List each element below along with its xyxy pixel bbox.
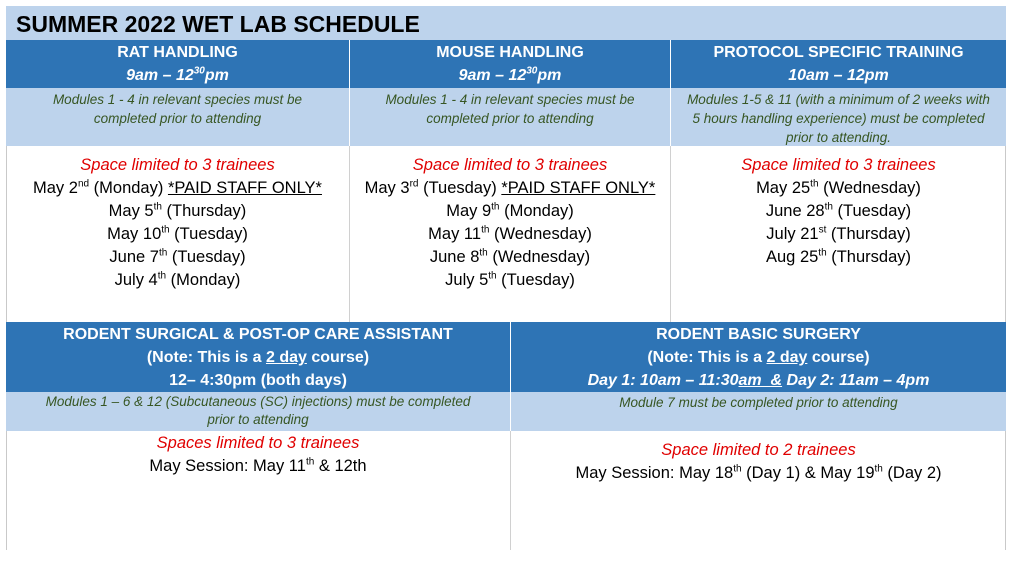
session-date: July 4th (Monday) xyxy=(114,270,241,289)
surgical-assistant-requirement: Modules 1 – 6 & 12 (Subcutaneous (SC) injections) must be completed prior to attending xyxy=(6,392,511,431)
basic-surgery-requirement: Module 7 must be completed prior to attending xyxy=(619,395,898,410)
basic-surgery-dates xyxy=(511,431,1006,550)
mouse-handling-requirement: Modules 1 - 4 in relevant species must be completed prior to attending xyxy=(350,88,671,146)
course-time: $9am - 12^{30}pm$ xyxy=(126,65,229,84)
protocol-training-requirement: Modules 1-5 & 11 (with a minimum of 2 weeks with 5 hours handling experience) must be completed prior to attending. xyxy=(687,92,990,145)
protocol-training-header xyxy=(671,40,1006,88)
session-date: Aug 25th (Thursday) xyxy=(766,247,911,266)
course-name: PROTOCOL SPECIFIC TRAINING xyxy=(713,44,964,61)
session-date: July 5th (Tuesday) xyxy=(445,270,575,289)
session-date: May 25th (Wednesday) xyxy=(756,178,921,197)
surgical-assistant-header xyxy=(6,322,511,392)
bottom-dates-row xyxy=(6,431,1006,550)
rat-handling-dates xyxy=(6,146,350,322)
session-date: May 10th (Tuesday) xyxy=(107,224,248,243)
course-time: $9am - 12^{30}pm$ xyxy=(458,65,562,84)
session-date: May 5th (Thursday) xyxy=(108,201,247,220)
surgical-assistant-dates xyxy=(6,431,511,550)
course-duration-note: (Note: This is a 2 day course) xyxy=(146,349,370,366)
capacity-note: Space limited to 3 trainees xyxy=(412,156,608,174)
course-name: RODENT SURGICAL & POST-OP CARE ASSISTANT xyxy=(63,326,453,343)
top-requirement-row xyxy=(6,88,1006,146)
top-header-row xyxy=(6,40,1006,88)
bottom-requirement-row xyxy=(6,392,1006,431)
bottom-header-row xyxy=(6,322,1006,392)
paid-staff-note: *PAID STAFF ONLY* xyxy=(501,179,656,197)
protocol-training-dates xyxy=(671,146,1006,322)
course-time: 12– 4:30pm (both days) xyxy=(169,372,347,389)
capacity-note: Space limited to 3 trainees xyxy=(80,156,275,174)
session-date: May 9th (Monday) xyxy=(446,201,574,220)
capacity-note: Space limited to 3 trainees xyxy=(741,156,936,174)
course-name: MOUSE HANDLING xyxy=(436,44,584,61)
course-time: 10am – 12pm xyxy=(788,67,889,84)
mouse-handling-dates xyxy=(350,146,671,322)
course-name: RAT HANDLING xyxy=(117,44,238,61)
session-date: June 28th (Tuesday) xyxy=(765,201,912,220)
course-time: Day 1: 10am – 11:30am & Day 2: 11am – 4pm xyxy=(587,372,930,389)
rat-handling-header xyxy=(6,40,350,88)
session-date: May Session: May 18th (Day 1) & May 19th (Day 2) xyxy=(575,463,942,482)
session-date: May Session: May 11th & 12th xyxy=(149,456,367,475)
paid-staff-note: *PAID STAFF ONLY* xyxy=(167,179,322,197)
capacity-note: Space limited to 2 trainees xyxy=(661,441,856,459)
session-date: June 7th (Tuesday) xyxy=(109,247,246,266)
session-date: June 8th (Wednesday) xyxy=(429,247,591,266)
session-date: May 11th (Wednesday) xyxy=(428,224,592,243)
course-name: RODENT BASIC SURGERY xyxy=(656,326,861,343)
session-date: May 3rd (Tuesday) *PAID STAFF ONLY* xyxy=(364,178,656,197)
page-title: SUMMER 2022 WET LAB SCHEDULE xyxy=(6,6,1006,40)
session-date: July 21st (Thursday) xyxy=(766,224,911,243)
rat-handling-requirement: Modules 1 - 4 in relevant species must be completed prior to attending xyxy=(6,88,350,146)
capacity-note: Spaces limited to 3 trainees xyxy=(156,434,360,452)
basic-surgery-header xyxy=(511,322,1006,392)
session-date: May 2nd (Monday) *PAID STAFF ONLY* xyxy=(33,178,322,197)
top-dates-row xyxy=(6,146,1006,322)
course-duration-note: (Note: This is a 2 day course) xyxy=(647,349,870,366)
mouse-handling-header xyxy=(350,40,671,88)
